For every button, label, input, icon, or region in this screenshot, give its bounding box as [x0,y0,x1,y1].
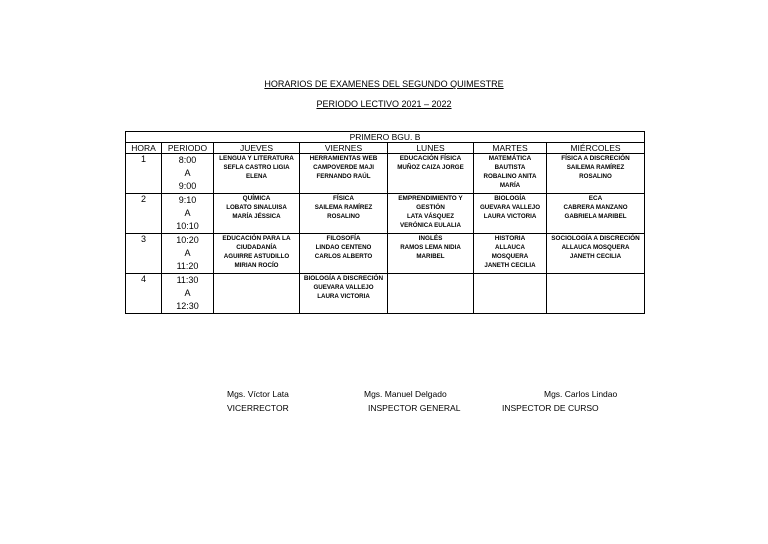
periodo-line: A [184,248,191,258]
signature-role: VICERRECTOR [227,403,289,413]
column-header: VIERNES [300,143,388,154]
subject-name: EDUCACIÓN PARA LA CIUDADANÍA [222,235,291,251]
exam-cell [547,274,645,314]
teacher-name: BAUTISTA [494,164,526,171]
signature-name: Mgs. Manuel Delgado [364,389,447,399]
periodo-line: 9:00 [178,181,197,191]
exam-schedule-table [125,131,645,314]
signature-role: INSPECTOR DE CURSO [502,403,599,413]
column-header: PERIODO [162,143,214,154]
exam-cell [547,154,645,194]
subject-name: LENGUA Y LITERATURA [219,155,294,162]
signature-inspector-curso [502,389,617,413]
column-header: MIÉRCOLES [547,143,645,154]
teacher-name: JANETH CECILIA [484,262,536,269]
teacher-name: JANETH CECILIA [569,253,622,260]
exam-cell [547,194,645,234]
teacher-name: VERÓNICA EULALIA [400,222,461,229]
subject-name: EDUCACIÓN FÍSICA [399,155,462,162]
exam-cell [214,194,300,234]
teacher-name: SEFLA CASTRO LIGIA [223,164,290,171]
teacher-name: FERNANDO RAÚL [316,173,371,180]
exam-cell [547,234,645,274]
periodo-line: A [184,288,191,298]
exam-cell [388,154,474,194]
teacher-name: GABRIELA MARIBEL [564,213,627,220]
teacher-name: GUEVARA VALLEJO [479,204,541,211]
teacher-name: MUÑOZ CAIZA JORGE [397,164,464,171]
teacher-name: CARLOS ALBERTO [314,253,373,260]
exam-cell [474,234,547,274]
teacher-name: ROBALINO ANITA [483,173,537,180]
periodo-line: 10:10 [176,221,199,231]
periodo-line: A [184,208,191,218]
subject-name: BIOLOGÍA A DISCRECIÓN [303,275,384,282]
periodo-line: 9:10 [178,195,197,205]
subject-name: HISTORIA [494,235,526,242]
teacher-name: ALLAUCA MOSQUERA [561,244,630,251]
teacher-name: LAURA VICTORIA [317,293,370,300]
teacher-name: LINDAO CENTENO [315,244,372,251]
column-header: MARTES [474,143,547,154]
periodo-cell [162,274,214,314]
teacher-name: CAMPOVERDE MAJI [313,164,374,171]
subject-name: SOCIOLOGÍA A DISCRECIÓN [551,235,640,242]
teacher-name: MARIBEL [416,253,445,260]
exam-cell [214,234,300,274]
teacher-name: MOSQUERA [491,253,529,260]
signature-role: INSPECTOR GENERAL [368,403,461,413]
signature-name: Mgs. Víctor Lata [227,389,289,399]
periodo-line: 12:30 [176,301,199,311]
teacher-name: MIRIAN ROCÍO [234,262,279,269]
subject-name: ECA [588,195,603,202]
teacher-name: ROSALINO [327,213,360,220]
subject-name: EMPRENDIMIENTO Y GESTIÓN [398,195,463,211]
periodo-line: 11:30 [176,275,199,285]
exam-cell [300,234,388,274]
exam-cell [214,274,300,314]
signature-vicerrector [227,389,289,413]
signature-name: Mgs. Carlos Lindao [544,389,618,399]
document-title: HORARIOS DE EXAMENES DEL SEGUNDO QUIMESTRE [264,79,504,89]
subject-name: INGLÉS [418,235,443,242]
teacher-name: LOBATO SINALUISA [226,204,287,211]
hora-cell: 3 [126,234,162,274]
document-subtitle: PERIODO LECTIVO 2021 – 2022 [316,99,452,109]
hora-cell: 4 [126,274,162,314]
subject-name: FÍSICA [333,195,354,202]
exam-cell [300,274,388,314]
periodo-line: 11:20 [176,261,199,271]
exam-cell [214,154,300,194]
teacher-name: LATA VÁSQUEZ [407,213,454,220]
column-header: JUEVES [214,143,300,154]
teacher-name: SAILEMA RAMÍREZ [566,164,625,171]
subject-name: BIOLOGÍA [494,195,526,202]
periodo-line: 8:00 [178,155,197,165]
exam-cell [388,194,474,234]
subject-name: MATEMÁTICA [488,155,532,162]
subject-name: FÍSICA A DISCRECIÓN [561,155,630,162]
table-row [126,154,645,194]
teacher-name: ALLAUCA [495,244,525,251]
table-row [126,194,645,234]
exam-cell [300,154,388,194]
exam-cell [474,154,547,194]
teacher-name: ELENA [246,173,267,180]
teacher-name: MARÍA [499,182,521,189]
periodo-cell [162,234,214,274]
table-header-row [126,143,645,154]
periodo-cell [162,194,214,234]
signature-inspector-general [364,389,460,413]
exam-cell [474,194,547,234]
periodo-line: 10:20 [176,235,199,245]
teacher-name: MARÍA JÉSSICA [232,213,281,220]
exam-cell [474,274,547,314]
teacher-name: SAILEMA RAMÍREZ [314,204,373,211]
hora-cell: 1 [126,154,162,194]
exam-cell [388,274,474,314]
teacher-name: RAMOS LEMA NIDIA [400,244,461,251]
exam-cell [388,234,474,274]
table-row [126,234,645,274]
periodo-cell [162,154,214,194]
teacher-name: AGUIRRE ASTUDILLO [223,253,290,260]
periodo-line: A [184,168,191,178]
subject-name: QUÍMICA [242,195,271,202]
teacher-name: CABRERA MANZANO [563,204,628,211]
section-title: PRIMERO BGU. B [126,132,645,143]
exam-cell [300,194,388,234]
subject-name: HERRAMIENTAS WEB [309,155,378,162]
table-row [126,274,645,314]
teacher-name: ROSALINO [579,173,612,180]
column-header: LUNES [388,143,474,154]
teacher-name: LAURA VICTORIA [483,213,537,220]
teacher-name: GUEVARA VALLEJO [313,284,374,291]
hora-cell: 2 [126,194,162,234]
subject-name: FILOSOFÍA [326,235,361,242]
column-header: HORA [126,143,162,154]
